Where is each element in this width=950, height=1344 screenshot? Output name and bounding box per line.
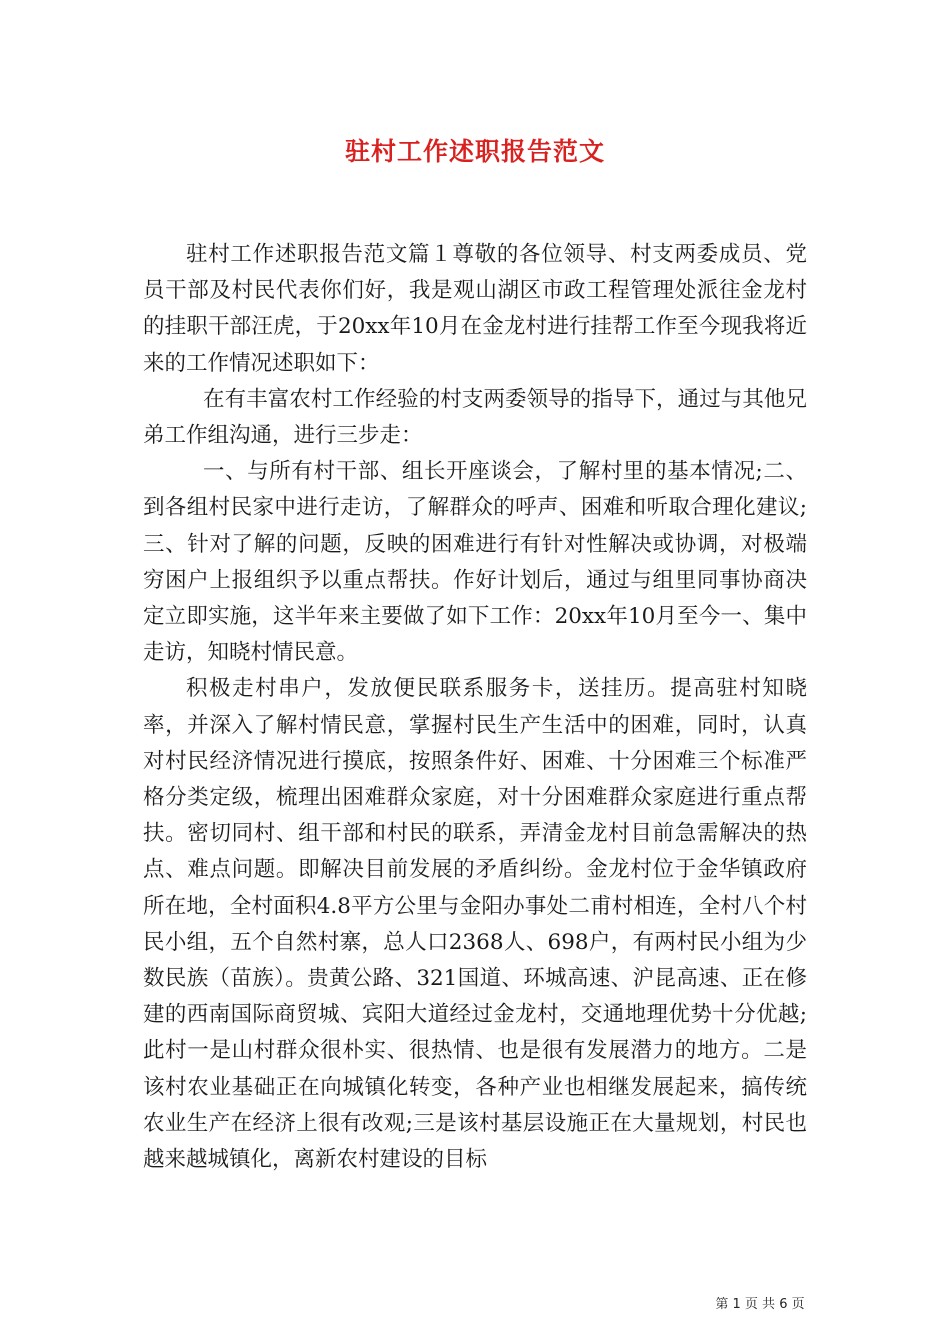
- paragraph-three-steps: 一、与所有村干部、组长开座谈会，了解村里的基本情况;二、到各组村民家中进行走访，了解群众的呼声、困难和听取合理化建议;三、针对了解的问题，反映的困难进行有针对性解决或协调，对极端穷困户上报组织予以重点帮扶。作好计划后，通过与组里同事协商决定立即实施，这半年来主要做了如下工作：20xx年10月至今一、集中走访，知晓村情民意。: [143, 459, 807, 666]
- paragraph-visits: 积极走村串户，发放便民联系服务卡，送挂历。提高驻村知晓率，并深入了解村情民意，掌握村民生产生活中的困难，同时，认真对村民经济情况进行摸底，按照条件好、困难、十分困难三个标准严格分类定级，梳理出困难群众家庭，对十分困难群众家庭进行重点帮扶。密切同村、组干部和村民的联系，弄清金龙村目前急需解决的热点、难点问题。即解决目前发展的矛盾纠纷。金龙村位于金华镇政府所在地，全村面积4.8平方公里与金阳办事处二甫村相连，全村八个村民小组，五个自然村寨，总人口2368人、698户，有两村民小组为少数民族（苗族）。贵黄公路、321国道、环城高速、沪昆高速、正在修建的西南国际商贸城、宾阳大道经过金龙村，交通地理优势十分优越;此村一是山村群众很朴实、很热情、也是很有发展潜力的地方。二是该村农业基础正在向城镇化转变，各种产业也相继发展起来，搞传统农业生产在经济上很有改观;三是该村基层设施正在大量规划，村民也越来越城镇化，离新农村建设的目标: [143, 676, 807, 1173]
- page-title: 驻村工作述职报告范文: [344, 137, 605, 166]
- paragraph-intro: 驻村工作述职报告范文篇１尊敬的各位领导、村支两委成员、党员干部及村民代表你们好，我是观山湖区市政工程管理处派往金龙村的挂职干部汪虎，于20xx年10月在金龙村进行挂帮工作至今现我将近来的工作情况述职如下：: [143, 242, 807, 376]
- paragraph-guidance: 在有丰富农村工作经验的村支两委领导的指导下，通过与其他兄弟工作组沟通，进行三步走：: [143, 386, 807, 449]
- page-number: 第 1 页 共 6 页: [715, 1297, 805, 1312]
- document-body: [143, 237, 807, 1178]
